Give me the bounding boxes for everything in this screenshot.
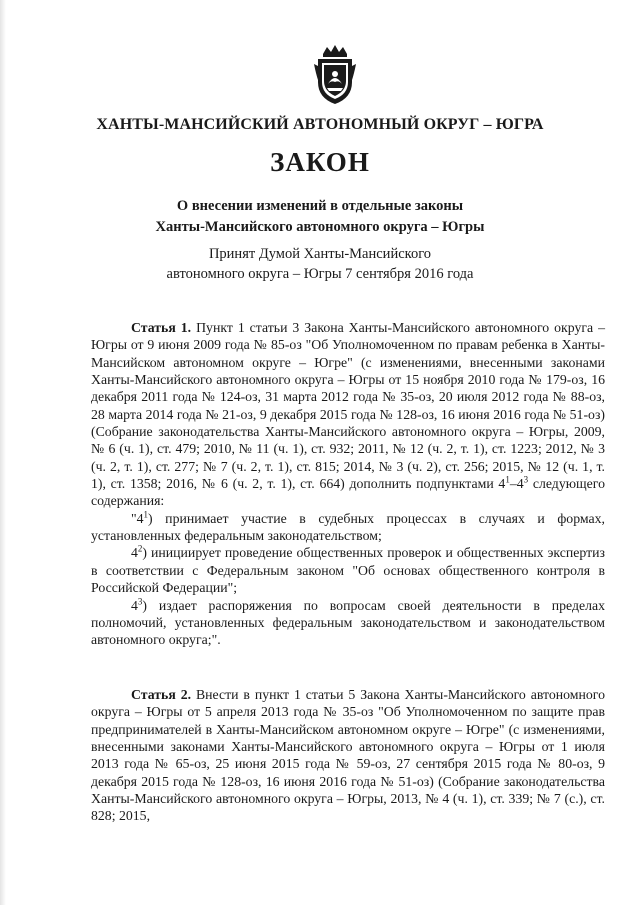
law-subtitle <box>0 196 640 238</box>
article-1-intro <box>91 319 605 510</box>
article-1-text: Пункт 1 статьи 3 Закона Ханты-Мансийского автономного округа – Югры от 9 июня 2009 года № 85-оз "Об Уполномоченном по правам ребенка в Ханты-Мансийском автономном округе – Югре" (с изменениями, внесенными законами Ханты-Мансийского автономного округа – Югры от 15 ноября 2010 года № 179-оз, 16 декабря 2011 года № 124-оз, 31 марта 2012 года № 35-оз, 20 июля 2012 года № 88-оз, 28 марта 2014 года № 21-оз, 9 декабря 2015 года № 128-оз, 16 июня 2016 года № 51-оз) (Собрание законодательства Ханты-Мансийского автономного округа – Югры, 2009, № 6 (ч. 1), ст. 479; 2010, № 11 (ч. 1), ст. 932; 2011, № 12 (ч. 2, т. 1), ст. 1223; 2012, № 3 (ч. 2, т. 1), ст. 277; № 7 (ч. 2, т. 1), ст. 815; 2014, № 3 (ч. 2), ст. 256; 2015, № 12 (ч. 1, т. 1), ст. 1358; 2016, № 6 (ч. 2, т. 1), ст. 664) дополнить подпунктами <box>91 320 605 492</box>
article-1-label: Статья 1. <box>131 320 192 335</box>
article-2-text: Статья 2. Внести в пункт 1 статьи 5 Закона Ханты-Мансийского автономного округа – Югры от 5 апреля 2013 года № 35-оз "Об Уполномоченном по защите прав предпринимателей в Ханты-Мансийском автономном округе – Югре" (с изменениями, внесенными законами Ханты-Мансийского автономного округа – Югры от 1 июля 2013 года № 65-оз, 25 июня 2015 года № 59-оз, 27 сентября 2015 года № 80-оз, 9 декабря 2015 года № 128-оз, 16 июня 2016 года № 51-оз) (Собрание законодательства Ханты-Мансийского автономного округа – Югры, 2013, № 4 (ч. 1), ст. 339; № 7 (с.), ст. 828; 2015, <box>91 687 605 824</box>
article-2 <box>91 686 605 825</box>
article-1-text-end: следующего содержания: <box>91 476 605 509</box>
subpoint-item: "$4^1$) принимает участие в судебных процессах в случаях и формах, установленных федеральным законодательством; <box>91 509 605 544</box>
article-2-label: Статья 2. <box>131 687 192 702</box>
subpoint-item: $4^2$) инициирует проведение общественных проверок и общественных экспертиз в соответствии с Федеральным законом "Об основах общественного контроля в Российской Федерации"; <box>91 543 605 596</box>
subtitle-line: Ханты-Мансийского автономного округа – Югры <box>155 219 485 235</box>
subpoint-range: $4^1-4^3$ <box>498 474 529 492</box>
subtitle-line: О внесении изменений в отдельные законы <box>176 198 464 214</box>
region-heading: ХАНТЫ-МАНСИЙСКИЙ АВТОНОМНЫЙ ОКРУГ – ЮГРА <box>96 116 544 133</box>
adoption-line: автономного округа – Югры 7 сентября 2016 года <box>166 266 474 282</box>
law-title: ЗАКОН <box>270 147 370 177</box>
article-1 <box>91 319 605 649</box>
adoption-line: Принят Думой Ханты-Мансийского <box>208 246 432 262</box>
adoption-note <box>0 244 640 284</box>
subpoint-item: $4^3$) издает распоряжения по вопросам своей деятельности в пределах полномочий, установленных федеральным законодательством и законодательством автономного округа;". <box>91 595 605 648</box>
coat-of-arms-icon <box>313 44 357 106</box>
